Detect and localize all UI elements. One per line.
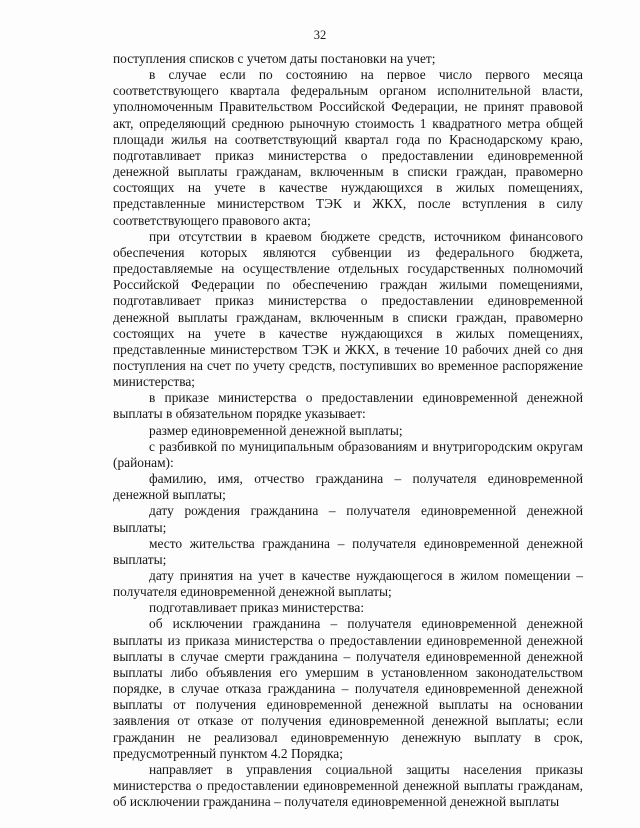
paragraph: дату принятия на учет в качестве нуждающегося в жилом помещении – получателя единовременной денежной выплаты; bbox=[113, 568, 583, 600]
paragraph: с разбивкой по муниципальным образованиям и внутригородским округам (районам): bbox=[113, 438, 583, 470]
page-number: 32 bbox=[313, 28, 327, 42]
paragraph: направляет в управления социальной защиты населения приказы министерства о предоставлении единовременной денежной выплаты гражданам, об исключении гражданина – получателя единовременной денежной выплаты bbox=[113, 761, 583, 810]
paragraph: при отсутствии в краевом бюджете средств, источником финансового обеспечения которых являются субвенции из федерального бюджета, предоставляемые на осуществление отдельных государственных полномочий Российской Федерации по обеспечению граждан жилыми помещениями, подготавливает приказ министерства о предоставлении единовременной денежной выплаты гражданам, включенным в списки граждан, правомерно состоящих на учете в качестве нуждающихся в жилых помещениях, представленные министерством ТЭК и ЖКХ, в течение 10 рабочих дней со дня поступления на счет по учету средств, поступивших во временное распоряжение министерства; bbox=[113, 228, 583, 390]
document-body bbox=[113, 51, 583, 810]
paragraph: подготавливает приказ министерства: bbox=[149, 600, 365, 616]
paragraph-continued: поступления списков с учетом даты постановки на учет; bbox=[113, 51, 436, 66]
paragraph: фамилию, имя, отчество гражданина – получателя единовременной денежной выплаты; bbox=[113, 471, 583, 503]
paragraph: об исключении гражданина – получателя единовременной денежной выплаты из приказа министерства о предоставлении единовременной денежной выплаты в случае смерти гражданина – получателя единовременной денежной выплаты либо объявления его умершим в установленном законодательством порядке, в случае отказа гражданина – получателя единовременной денежной выплаты от получения единовременной денежной выплаты на основании заявления от отказе от получения единовременной денежной выплаты; если гражданин не реализовал единовременную денежную выплату в срок, предусмотренный пунктом 4.2 Порядка; bbox=[113, 616, 583, 761]
paragraph: в случае если по состоянию на первое число первого месяца соответствующего квартала федеральным органом исполнительной власти, уполномоченным Правительством Российской Федерации, не принят правовой акт, определяющий среднюю рыночную стоимость 1 квадратного метра общей площади жилья на соответствующий квартал года по Краснодарскому краю, подготавливает приказ министерства о предоставлении единовременной денежной выплаты гражданам, включенным в списки граждан, правомерно состоящих на учете в качестве нуждающихся в жилых помещениях, представленные министерством ТЭК и ЖКХ, после вступления в силу соответствующего правового акта; bbox=[113, 67, 583, 228]
paragraph: размер единовременной денежной выплаты; bbox=[149, 422, 403, 438]
paragraph: место жительства гражданина – получателя единовременной денежной выплаты; bbox=[113, 535, 583, 567]
paragraph: дату рождения гражданина – получателя единовременной денежной выплаты; bbox=[113, 503, 583, 535]
paragraph: в приказе министерства о предоставлении единовременной денежной выплаты в обязательном порядке указывает: bbox=[113, 390, 583, 422]
